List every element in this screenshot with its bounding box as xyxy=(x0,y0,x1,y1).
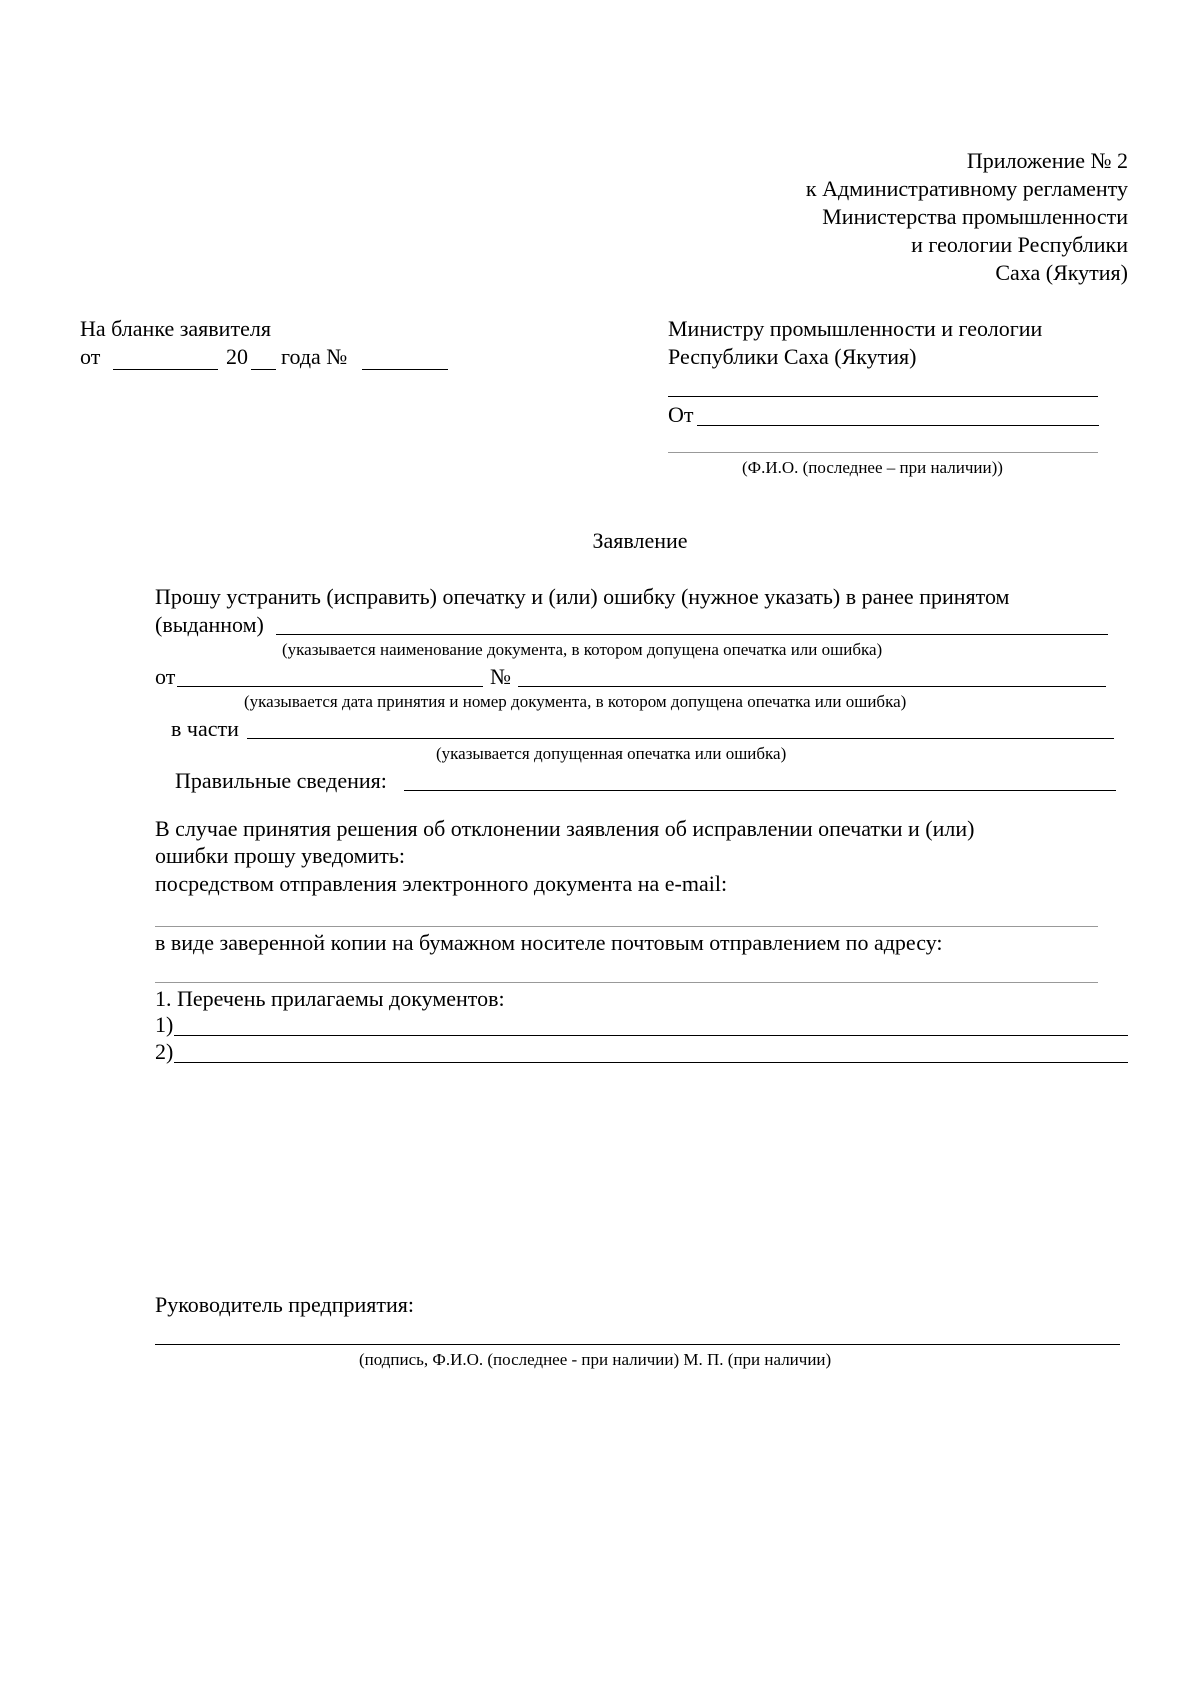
doc-number-label: № xyxy=(490,664,511,689)
email-option: посредством отправления электронного документа на e-mail: xyxy=(155,871,728,896)
correct-info-field[interactable] xyxy=(404,790,1116,791)
doc-date-label: от xyxy=(155,664,176,689)
signature-field[interactable] xyxy=(155,1344,1120,1345)
date-year-field[interactable] xyxy=(251,369,276,370)
hint-error: (указывается допущенная опечатка или ошибка) xyxy=(436,744,787,763)
refusal-line1: В случае принятия решения об отклонении заявления об исправлении опечатки и (или) xyxy=(155,816,975,841)
addressee-line1: Министру промышленности и геологии xyxy=(668,316,1043,341)
appendix-number: Приложение № 2 xyxy=(966,148,1128,173)
date-suffix: года № xyxy=(281,344,348,369)
from-label: От xyxy=(668,402,694,427)
addressee-line2: Республики Саха (Якутия) xyxy=(668,344,917,369)
document-name-field[interactable] xyxy=(276,634,1108,635)
hint-date: (указывается дата принятия и номер документа, в котором допущена опечатка или ошибка) xyxy=(244,692,907,711)
signature-label: Руководитель предприятия: xyxy=(155,1292,414,1317)
post-option: в виде заверенной копии на бумажном носителе почтовым отправлением по адресу: xyxy=(155,930,943,955)
document-title: Заявление xyxy=(592,528,688,553)
signature-hint: (подпись, Ф.И.О. (последнее - при наличии) М. П. (при наличии) xyxy=(359,1350,832,1369)
email-field[interactable] xyxy=(155,926,1098,927)
appendix-ministry: Министерства промышленности xyxy=(822,204,1128,229)
from-name-field-2[interactable] xyxy=(668,452,1098,453)
date-year: 20 xyxy=(226,344,248,369)
refusal-line2: ошибки прошу уведомить: xyxy=(155,843,406,868)
addressee-name-field[interactable] xyxy=(668,396,1098,397)
date-day-field[interactable] xyxy=(113,369,218,370)
correct-info-label: Правильные сведения: xyxy=(175,768,387,793)
doc-number-field[interactable] xyxy=(518,686,1106,687)
date-prefix: от xyxy=(80,344,101,369)
fio-hint: (Ф.И.О. (последнее – при наличии)) xyxy=(742,458,1003,477)
attachment-1-label: 1) xyxy=(155,1012,174,1037)
attachments-title: 1. Перечень прилагаемы документов: xyxy=(155,986,505,1011)
request-line1: Прошу устранить (исправить) опечатку и (или) ошибку (нужное указать) в ранее принятом xyxy=(155,584,1010,609)
doc-date-field[interactable] xyxy=(177,686,483,687)
attachment-2-field[interactable] xyxy=(174,1062,1128,1063)
in-part-label: в части xyxy=(171,716,239,741)
postal-address-field[interactable] xyxy=(155,982,1098,983)
appendix-region: Саха (Якутия) xyxy=(995,260,1128,285)
request-issued-label: (выданном) xyxy=(155,612,264,637)
appendix-ministry-cont: и геологии Республики xyxy=(911,232,1128,257)
hint-document: (указывается наименование документа, в котором допущена опечатка или ошибка) xyxy=(282,640,883,659)
outgoing-number-field[interactable] xyxy=(362,369,448,370)
from-name-field[interactable] xyxy=(697,425,1099,426)
appendix-regulation: к Административному регламенту xyxy=(805,176,1128,201)
attachment-1-field[interactable] xyxy=(174,1035,1128,1036)
letterhead-label: На бланке заявителя xyxy=(80,316,271,341)
error-field[interactable] xyxy=(247,738,1114,739)
attachment-2-label: 2) xyxy=(155,1039,174,1064)
